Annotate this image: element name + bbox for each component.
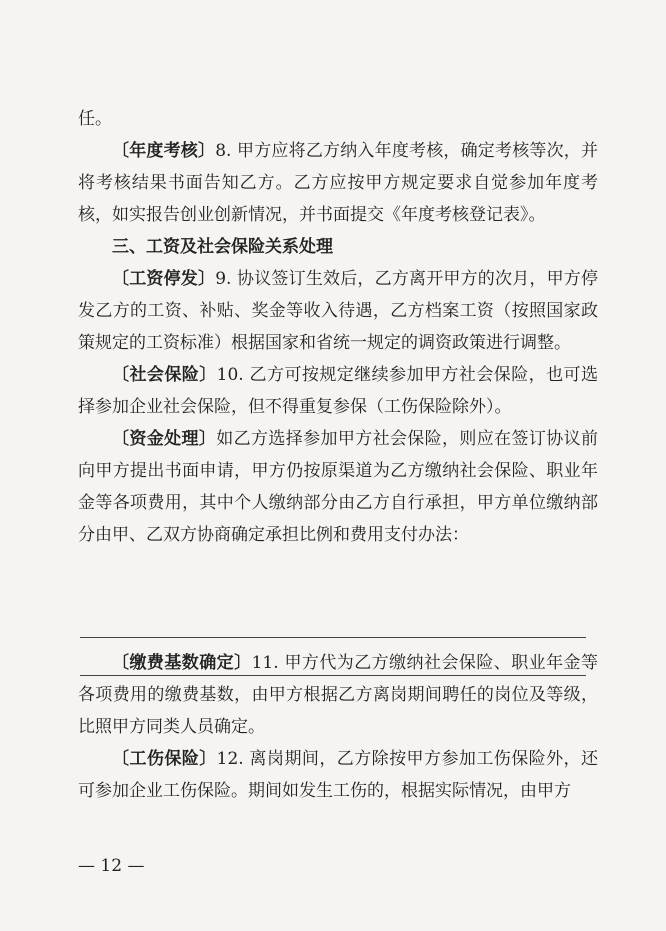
clause-heading: 〔工资停发〕 [112,269,216,289]
paragraph-work-injury [78,743,598,807]
clause-heading: 〔工伤保险〕 [112,749,217,769]
blank-line [80,675,586,676]
clause-body: 如乙方选择参加甲方社会保险，则应在签订协议前向甲方提出书面申请，甲方仍按原渠道为乙方缴纳社会保险、职业年金等各项费用，其中个人缴纳部分由乙方自行承担，甲方单位缴纳部分由甲、乙双方协商确定承担比例和费用支付办法： [78,429,599,545]
section-heading: 三、工资及社会保险关系处理 [112,237,333,257]
clause-body: 9. 协议签订生效后，乙方离开甲方的次月，甲方停发乙方的工资、补贴、奖金等收入待遇，乙方档案工资（按照国家政策规定的工资标准）根据国家和省统一规定的调资政策进行调整。 [78,269,599,353]
clause-body: 12. 离岗期间，乙方除按甲方参加工伤保险外，还可参加企业工伤保险。期间如发生工伤的，根据实际情况，由甲方 [78,749,598,801]
fill-in-area [78,551,598,647]
blank-line [80,637,586,638]
clause-heading: 〔年度考核〕 [112,141,216,161]
page-number: — 12 — [78,856,145,876]
clause-body: 8. 甲方应将乙方纳入年度考核，确定考核等次，并将考核结果书面告知乙方。乙方应按甲方规定要求自觉参加年度考核，如实报告创业创新情况，并书面提交《年度考核登记表》。 [78,141,599,225]
clause-body: 10. 乙方可按规定继续参加甲方社会保险，也可选择参加企业社会保险，但不得重复参保（工伤保险除外）。 [78,365,598,417]
paragraph-social-insurance [78,359,598,423]
paragraph-continuation: 任。 [78,109,112,129]
paragraph-annual-assessment [78,135,598,231]
paragraph-salary-suspension [78,263,598,359]
clause-heading: 〔资金处理〕 [112,429,217,449]
clause-heading: 〔缴费基数确定〕 [112,653,252,673]
clause-body: 11. 甲方代为乙方缴纳社会保险、职业年金等各项费用的缴费基数，由甲方根据乙方离岗期间聘任的岗位及等级，比照甲方同类人员确定。 [78,653,598,737]
paragraph-contribution-base [78,647,598,743]
clause-heading: 〔社会保险〕 [112,365,217,385]
body-text [78,103,598,807]
paragraph-fund-handling [78,423,598,551]
